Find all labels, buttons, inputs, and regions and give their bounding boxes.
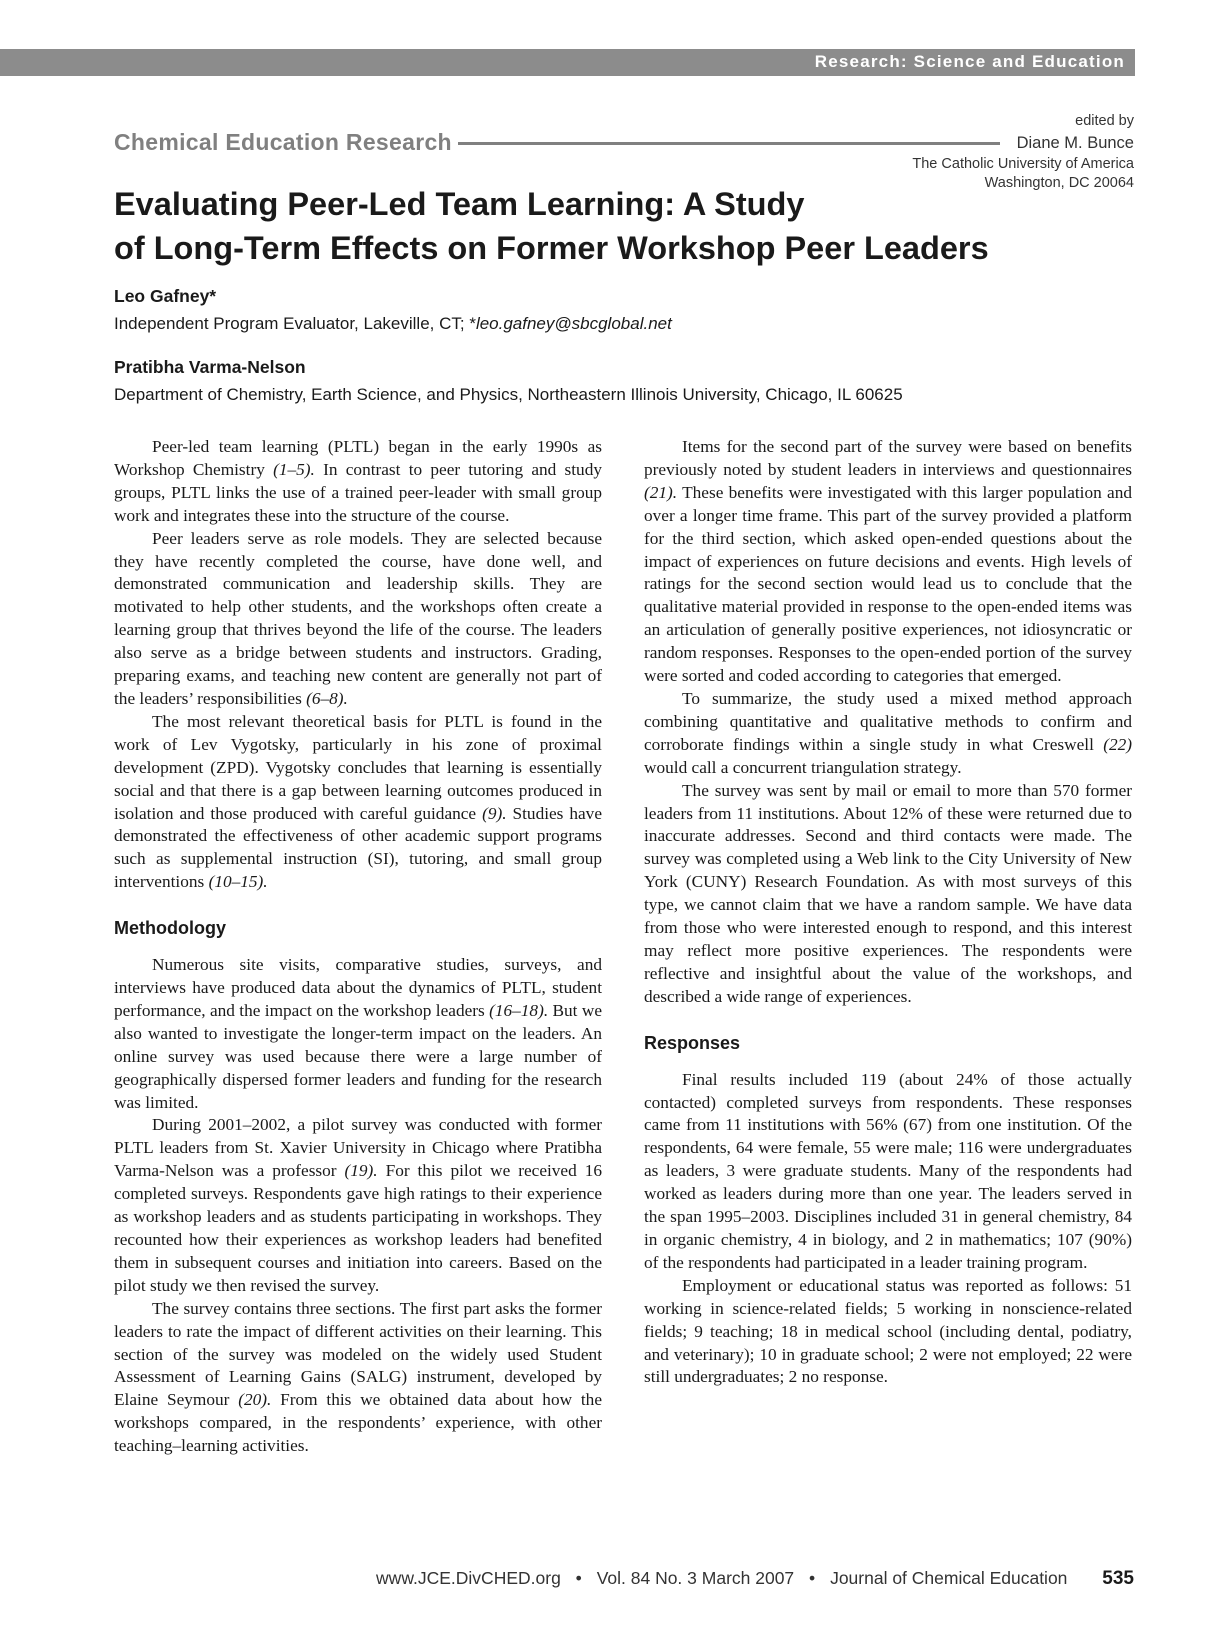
paragraph: The survey contains three sections. The first part asks the former leaders to rate the impact of different activities on their learning. This section of the survey was modeled on the widely used Student Assessment of Learning Gains (SALG) instrument, developed by Elaine Seymour (20). From this we obtained data about how the workshops compared, in the respondents’ experience, with other teaching–learning activities. bbox=[114, 1298, 602, 1456]
body-column-left bbox=[114, 436, 602, 1458]
body-column-right bbox=[644, 436, 1132, 1389]
citation: (9). bbox=[482, 803, 507, 823]
citation: (21). bbox=[644, 482, 678, 502]
category-bar bbox=[0, 49, 1135, 76]
article-title bbox=[114, 182, 1074, 270]
footer-volume: Vol. 84 No. 3 March 2007 bbox=[596, 1568, 795, 1588]
paragraph: The survey was sent by mail or email to more than 570 former leaders from 11 institutions. About 12% of these were returned due to inaccurate addresses. Second and third contacts were made. The survey was completed using a Web link to the City University of New York (CUNY) Research Foundation. As with most surveys of this type, we cannot claim that we have a random sample. We have data from those who were interested enough to respond, and this interest may reflect more positive experiences. The respondents were reflective and insightful about the value of the workshops, and described a wide range of experiences. bbox=[644, 780, 1132, 1006]
author-email[interactable]: leo.gafney@sbcglobal.net bbox=[475, 314, 672, 333]
editor-affiliation: The Catholic University of America bbox=[912, 156, 1134, 172]
paragraph: To summarize, the study used a mixed method approach combining quantitative and qualitative methods to confirm and corroborate findings within a single study in what Creswell (22) would call a concurrent triangulation strategy. bbox=[644, 688, 1132, 777]
citation: (16–18). bbox=[489, 1000, 549, 1020]
citation: (6–8). bbox=[306, 688, 348, 708]
citation: (1–5). bbox=[273, 459, 315, 479]
editor-block bbox=[912, 112, 1134, 193]
paragraph: Peer leaders serve as role models. They are selected because they have recently completed the course, have done well, and demonstrated communication and leadership skills. They are motivated to help other students, and the workshops often create a learning group that thrives beyond the life of the course. The leaders also serve as a bridge between students and instructors. Grading, preparing exams, and teaching new content are generally not part of the leaders’ responsibilities (6–8). bbox=[114, 528, 602, 708]
citation: (20). bbox=[238, 1390, 272, 1410]
paragraph: The most relevant theoretical basis for PLTL is found in the work of Lev Vygotsky, particularly in his zone of proximal development (ZPD). Vygotsky concludes that learning is essentially social and that there is a gap between learning outcomes produced in isolation and those produced with careful guidance (9). Studies have demonstrated the effectiveness of other academic support programs such as supplemental instruction (SI), tutoring, and small group interventions (10–15). bbox=[114, 711, 602, 892]
citation: (19). bbox=[344, 1161, 378, 1181]
title-line-2: of Long-Term Effects on Former Workshop Peer Leaders bbox=[114, 230, 989, 266]
editor-name: Diane M. Bunce bbox=[1016, 134, 1134, 152]
author-name-2: Pratibha Varma-Nelson bbox=[114, 357, 306, 377]
footer-website[interactable]: www.JCE.DivCHED.org bbox=[376, 1568, 561, 1588]
heading-methodology: Methodology bbox=[114, 918, 226, 939]
heading-responses: Responses bbox=[644, 1032, 741, 1053]
paragraph: Numerous site visits, comparative studies, surveys, and interviews have produced data about the dynamics of PLTL, student performance, and the impact on the workshop leaders (16–18). But we also wanted to investigate the longer-term impact on the leaders. An online survey was used because there were a large number of geographically dispersed former leaders and funding for the research was limited. bbox=[114, 955, 602, 1112]
section-header bbox=[114, 126, 1000, 158]
section-label: Chemical Education Research bbox=[114, 128, 452, 155]
paragraph: Items for the second part of the survey were based on benefits previously noted by student leaders in interviews and questionnaires (21). These benefits were investigated with this larger population and over a longer time frame. This part of the survey provided a platform for the third section, which asked open-ended questions about the impact of experiences on future decisions and events. High levels of ratings for the second section would lead us to conclude that the qualitative material provided in response to the open-ended items was an articulation of generally positive experiences, not idiosyncratic or random responses. Responses to the open-ended portion of the survey were sorted and coded according to categories that emerged. bbox=[644, 437, 1132, 686]
paragraph: Final results included 119 (about 24% of those actually contacted) completed surveys from respondents. These responses came from 11 institutions with 56% (67) from one institution. Of the respondents, 64 were female, 55 were male; 116 were undergraduates as leaders, 3 were graduate students. Many of the respondents had worked as leaders during more than one year. The leaders served in the span 1995–2003. Disciplines included 31 in general chemistry, 84 in organic chemistry, 4 in biology, and 2 in mathematics; 107 (90%) of the respondents had participated in a leader training program. bbox=[644, 1069, 1132, 1272]
page-number: 535 bbox=[1102, 1568, 1134, 1589]
author-name-1: Leo Gafney* bbox=[114, 286, 217, 306]
author-affiliation-2: Department of Chemistry, Earth Science, and Physics, Northeastern Illinois University, Chicago, IL 60625 bbox=[114, 385, 903, 404]
paragraph: Employment or educational status was reported as follows: 51 working in science-related fields; 5 working in nonscience-related fields; 9 teaching; 18 in medical school (including dental, podiatry, and veterinary); 10 in graduate school; 2 were not employed; 22 were still undergraduates; 2 no response. bbox=[644, 1275, 1132, 1387]
editor-location: Washington, DC 20064 bbox=[984, 175, 1134, 191]
footer-bullet: • bbox=[809, 1568, 816, 1588]
affiliation-text-1: Independent Program Evaluator, Lakeville, CT; * bbox=[114, 314, 476, 333]
citation: (10–15). bbox=[208, 872, 268, 892]
citation: (22) bbox=[1103, 734, 1132, 754]
author-affiliation-1 bbox=[114, 314, 672, 334]
title-line-1: Evaluating Peer-Led Team Learning: A Study bbox=[114, 186, 805, 222]
page-footer bbox=[0, 1568, 1134, 1590]
paragraph: During 2001–2002, a pilot survey was conducted with former PLTL leaders from St. Xavier University in Chicago where Pratibha Varma-Nelson was a professor (19). For this pilot we received 16 completed surveys. Respondents gave high ratings to their experience as workshop leaders and as students participating in workshops. They recounted how their experiences as workshop leaders had benefited them in subsequent courses and initiation into careers. Based on the pilot study we then revised the survey. bbox=[114, 1115, 602, 1295]
footer-journal: Journal of Chemical Education bbox=[830, 1568, 1068, 1588]
footer-bullet: • bbox=[575, 1568, 582, 1588]
paragraph: Peer-led team learning (PLTL) began in the early 1990s as Workshop Chemistry (1–5). In contrast to peer tutoring and study groups, PLTL links the use of a trained peer-leader with small group work and integrates these into the structure of the course. bbox=[114, 437, 602, 525]
edited-by-label: edited by bbox=[1075, 113, 1134, 129]
category-label: Research: Science and Education bbox=[814, 52, 1125, 71]
